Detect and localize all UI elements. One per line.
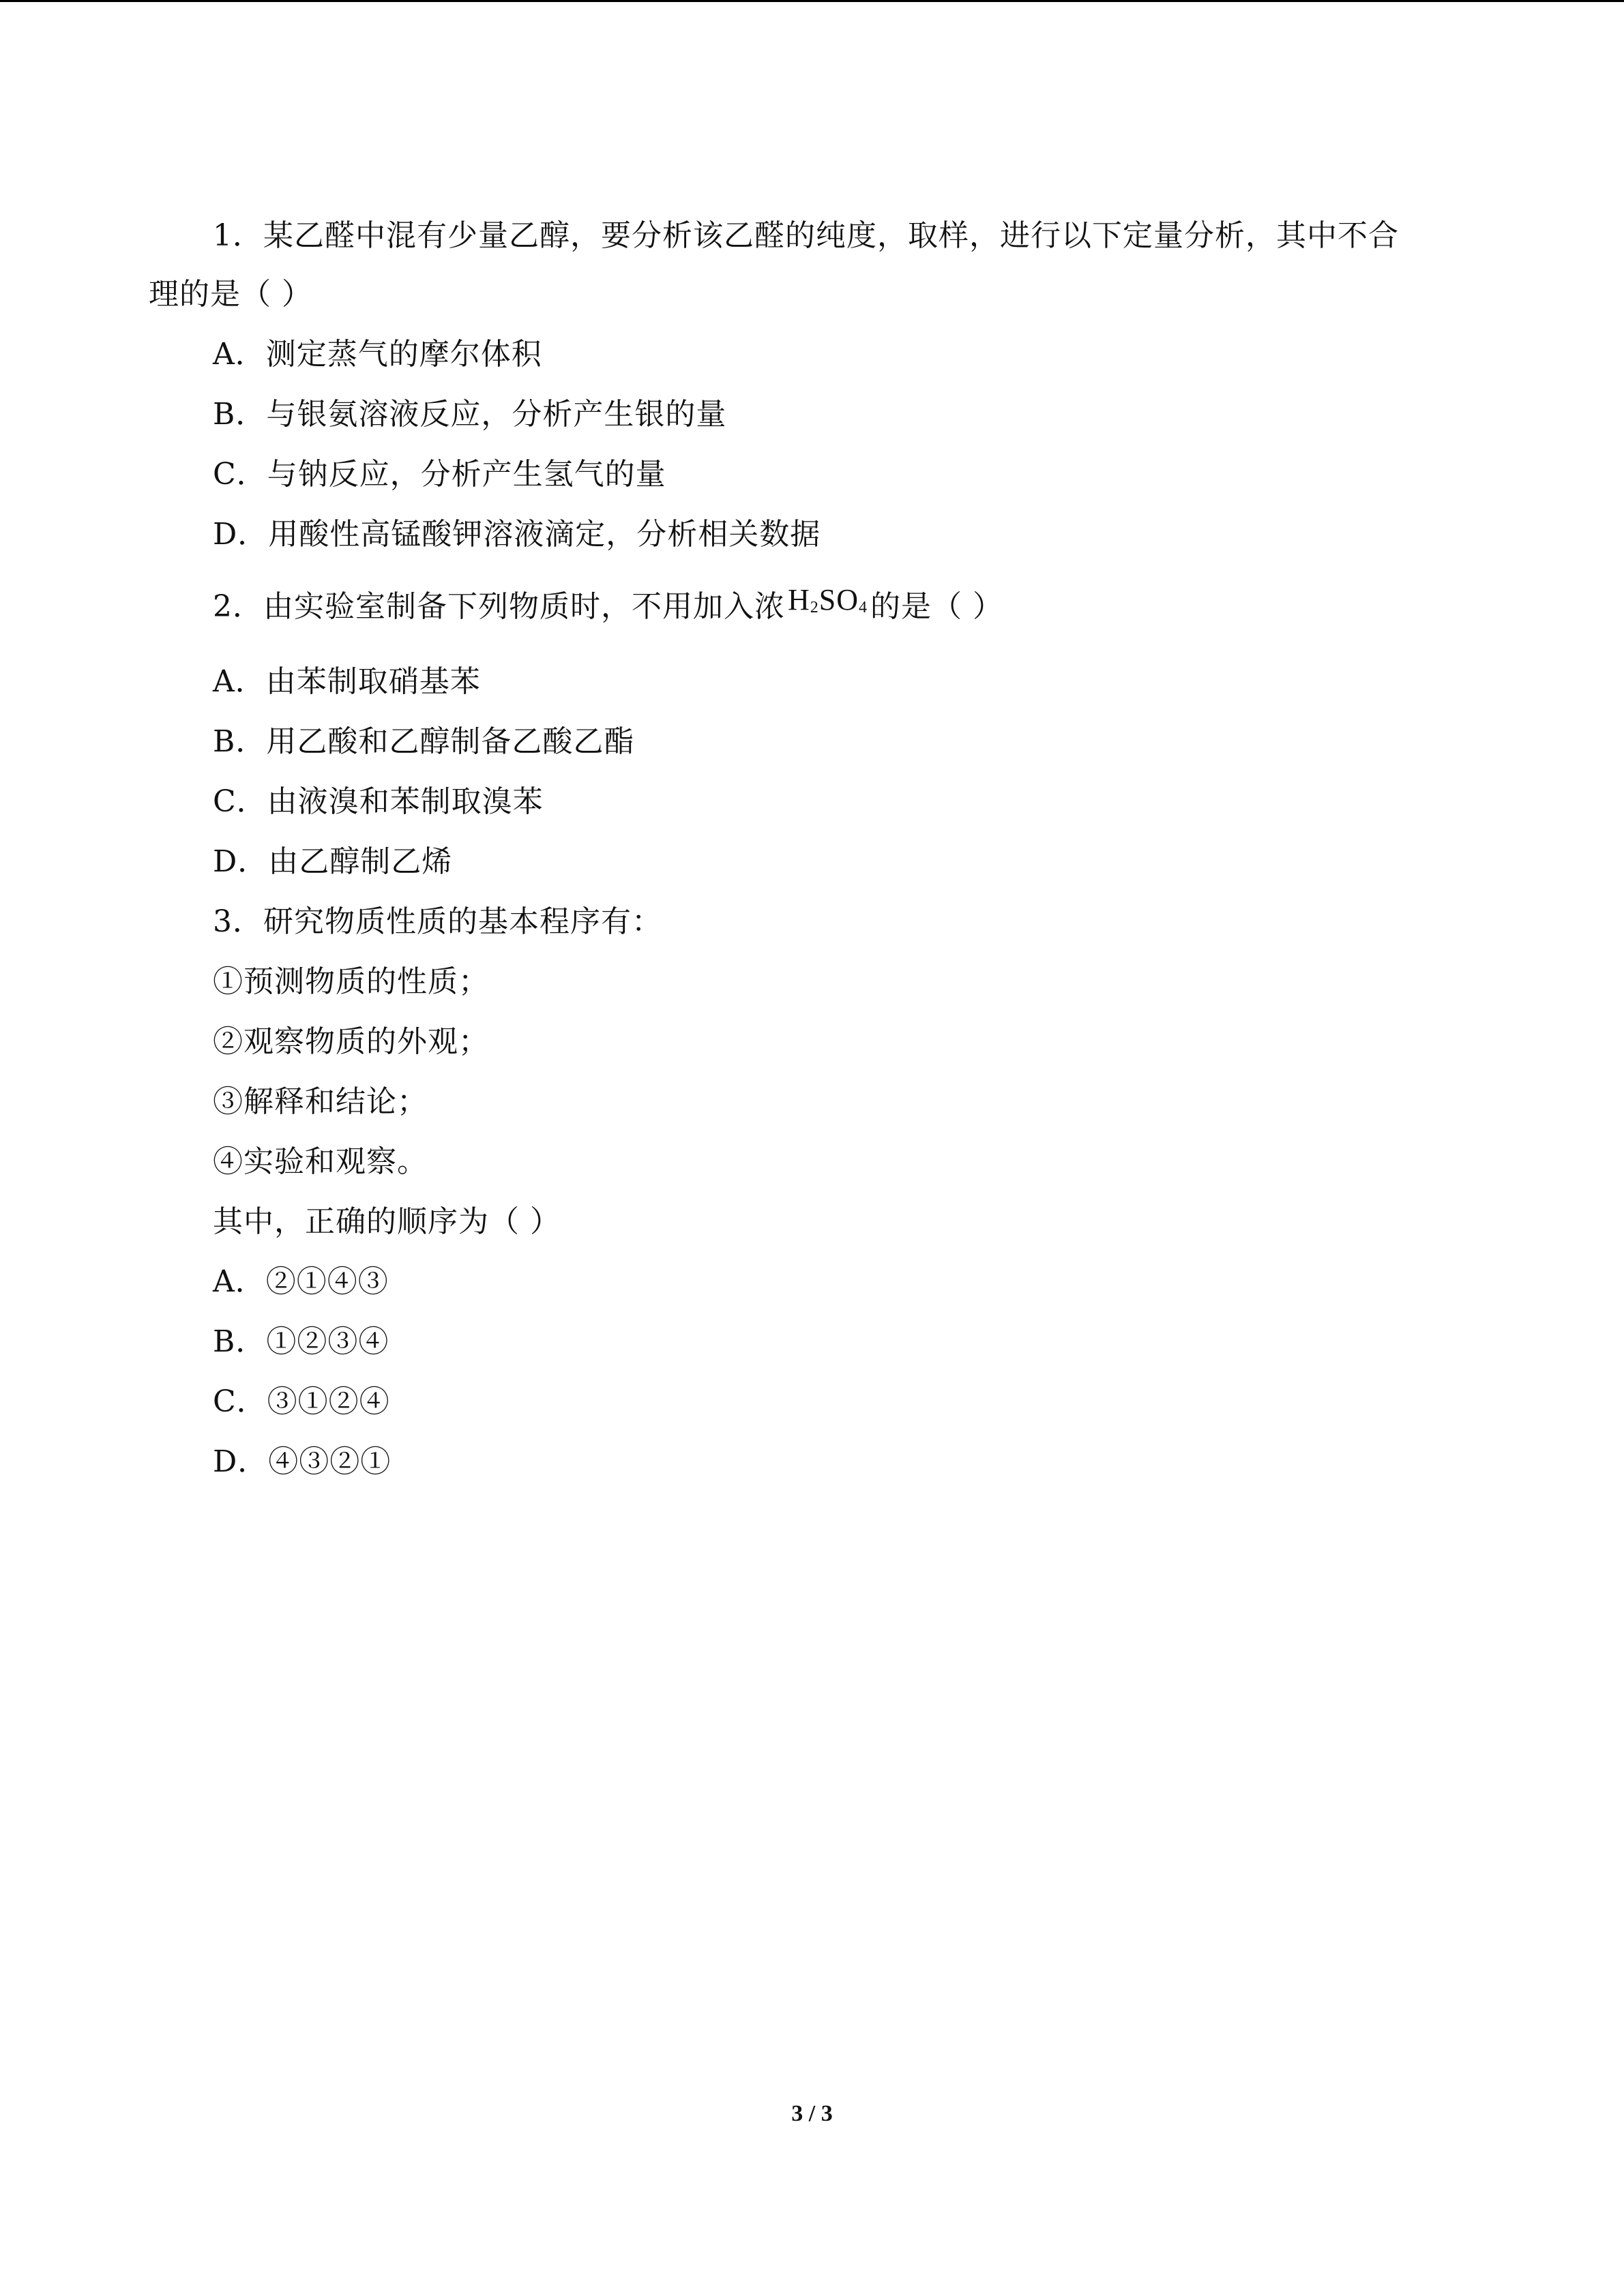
- q1-stem-line1: 1．某乙醛中混有少量乙醇，要分析该乙醛的纯度，取样，进行以下定量分析，其中不合: [213, 218, 1399, 253]
- q1-option-c: C．与钠反应，分析产生氢气的量: [213, 457, 666, 492]
- q3-option-c: C．③①②④: [213, 1384, 390, 1419]
- q2-stem-after: 的是（ ）: [870, 589, 1004, 624]
- q2-option-b: B．用乙酸和乙醇制备乙酸乙酯: [213, 724, 635, 759]
- q3-step-1: ①预测物质的性质；: [213, 964, 489, 999]
- page-number: 3 / 3: [791, 2101, 833, 2126]
- q1-option-b: B．与银氨溶液反应，分析产生银的量: [213, 397, 727, 432]
- formula-h: H: [788, 583, 810, 616]
- formula-so: SO: [818, 583, 859, 616]
- sulfuric-acid-formula: [788, 583, 868, 616]
- q1-stem-line2: 理的是（ ）: [149, 277, 312, 312]
- q3-option-b: B．①②③④: [213, 1324, 389, 1359]
- q3-stem: 3．研究物质性质的基本程序有：: [213, 904, 662, 939]
- q3-option-a: A．②①④③: [213, 1264, 389, 1299]
- q2-option-c: C．由液溴和苯制取溴苯: [213, 784, 544, 819]
- q1-option-a: A．测定蒸气的摩尔体积: [213, 337, 542, 372]
- q2-option-a: A．由苯制取硝基苯: [213, 664, 481, 699]
- q3-step-3: ③解释和结论；: [213, 1084, 428, 1119]
- formula-h-subscript: 2: [810, 599, 819, 616]
- q2-stem: [213, 583, 1004, 635]
- q3-option-d: D．④③②①: [213, 1444, 392, 1479]
- q3-step-2: ②观察物质的外观；: [213, 1024, 489, 1059]
- q1-option-d: D．用酸性高锰酸钾溶液滴定，分析相关数据: [213, 517, 821, 552]
- q2-stem-before: 2．由实验室制备下列物质时，不用加入浓: [213, 589, 785, 624]
- q3-question: 其中，正确的顺序为（ ）: [213, 1204, 561, 1239]
- formula-so-subscript: 4: [859, 599, 868, 616]
- q2-option-d: D．由乙醇制乙烯: [213, 844, 453, 879]
- q3-step-4: ④实验和观察。: [213, 1144, 428, 1179]
